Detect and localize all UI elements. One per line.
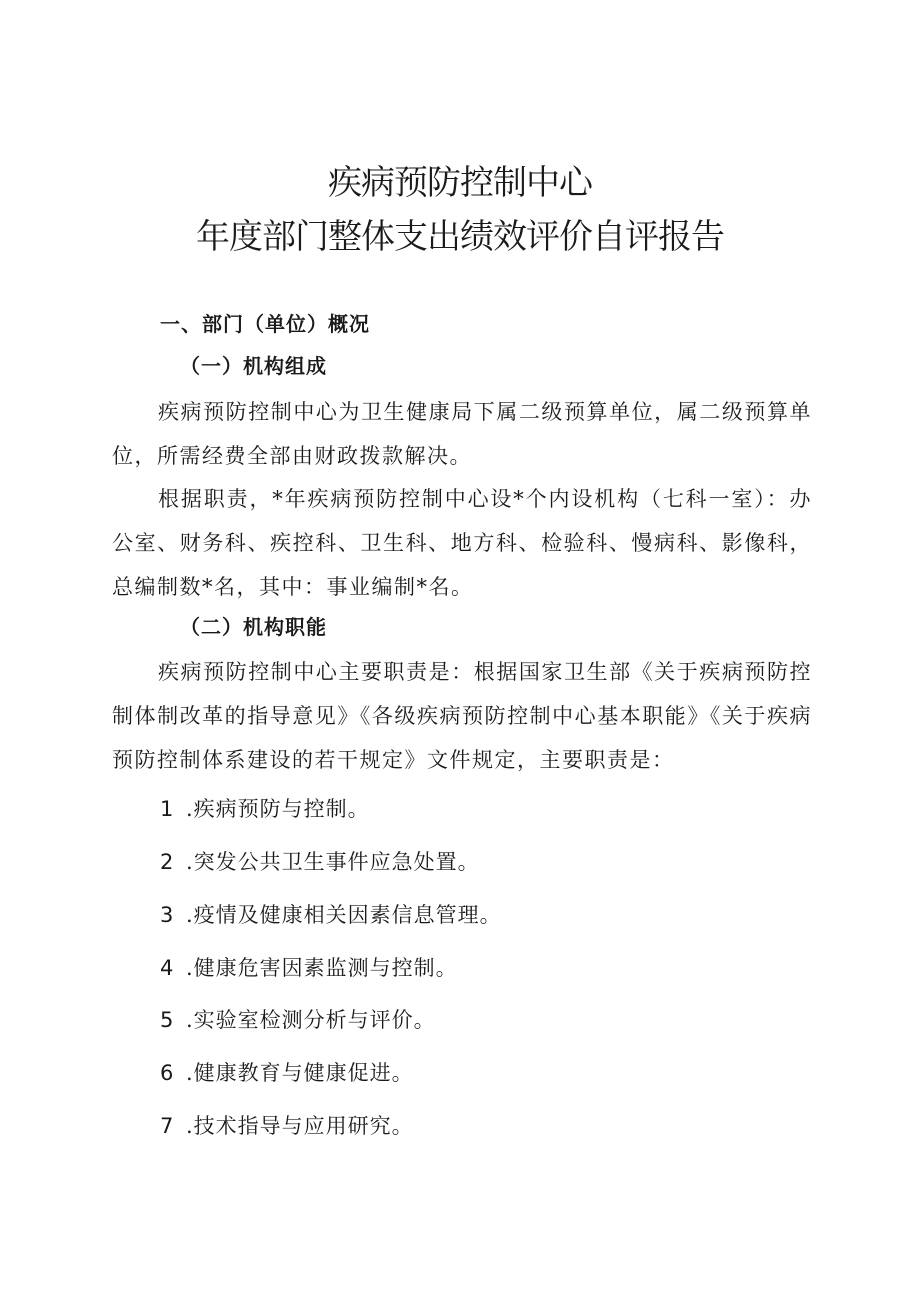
duty-item — [160, 1058, 414, 1088]
paragraph-departments: 根据职责，*年疾病预防控制中心设*个内设机构（七科一室）：办公室、财务科、疾控科、卫生科、地方科、检验科、慢病科、影像科，总编制数*名，其中：事业编制*名。 — [112, 487, 812, 599]
duty-number: 3 — [160, 903, 175, 927]
duty-text: .健康危害因素监测与控制。 — [186, 956, 458, 980]
duty-number: 5 — [160, 1008, 175, 1032]
duty-text: .健康教育与健康促进。 — [186, 1061, 414, 1085]
duty-number: 6 — [160, 1061, 175, 1085]
paragraph-organization: 疾病预防控制中心为卫生健康局下属二级预算单位，属二级预算单位，所需经费全部由财政拨款解决。 — [112, 400, 812, 468]
title-line-2: 年度部门整体支出绩效评价自评报告 — [196, 217, 724, 257]
duty-item — [160, 1111, 414, 1141]
duty-text: .突发公共卫生事件应急处置。 — [186, 850, 480, 874]
subsection-2-heading: （二）机构职能 — [180, 615, 327, 639]
section-1-heading: 一、部门（单位）概况 — [160, 312, 370, 336]
duty-text: .技术指导与应用研究。 — [186, 1114, 414, 1138]
duty-item — [160, 953, 458, 983]
duty-item — [160, 794, 370, 824]
duty-item — [160, 900, 502, 930]
duty-item — [160, 1005, 436, 1035]
duty-text: .疫情及健康相关因素信息管理。 — [186, 903, 502, 927]
duty-number: 1 — [160, 797, 175, 821]
duty-text: .疾病预防与控制。 — [186, 797, 370, 821]
duty-number: 4 — [160, 956, 175, 980]
duty-text: .实验室检测分析与评价。 — [186, 1008, 436, 1032]
duty-item — [160, 847, 480, 877]
title-line-1: 疾病预防控制中心 — [328, 163, 592, 203]
duty-number: 2 — [160, 850, 175, 874]
subsection-1-heading: （一）机构组成 — [180, 354, 327, 378]
paragraph-functions: 疾病预防控制中心主要职责是：根据国家卫生部《关于疾病预防控制体制改革的指导意见》《各级疾病预防控制中心基本职能》《关于疾病预防控制体系建设的若干规定》文件规定，主要职责是： — [112, 660, 812, 772]
duty-number: 7 — [160, 1114, 175, 1138]
